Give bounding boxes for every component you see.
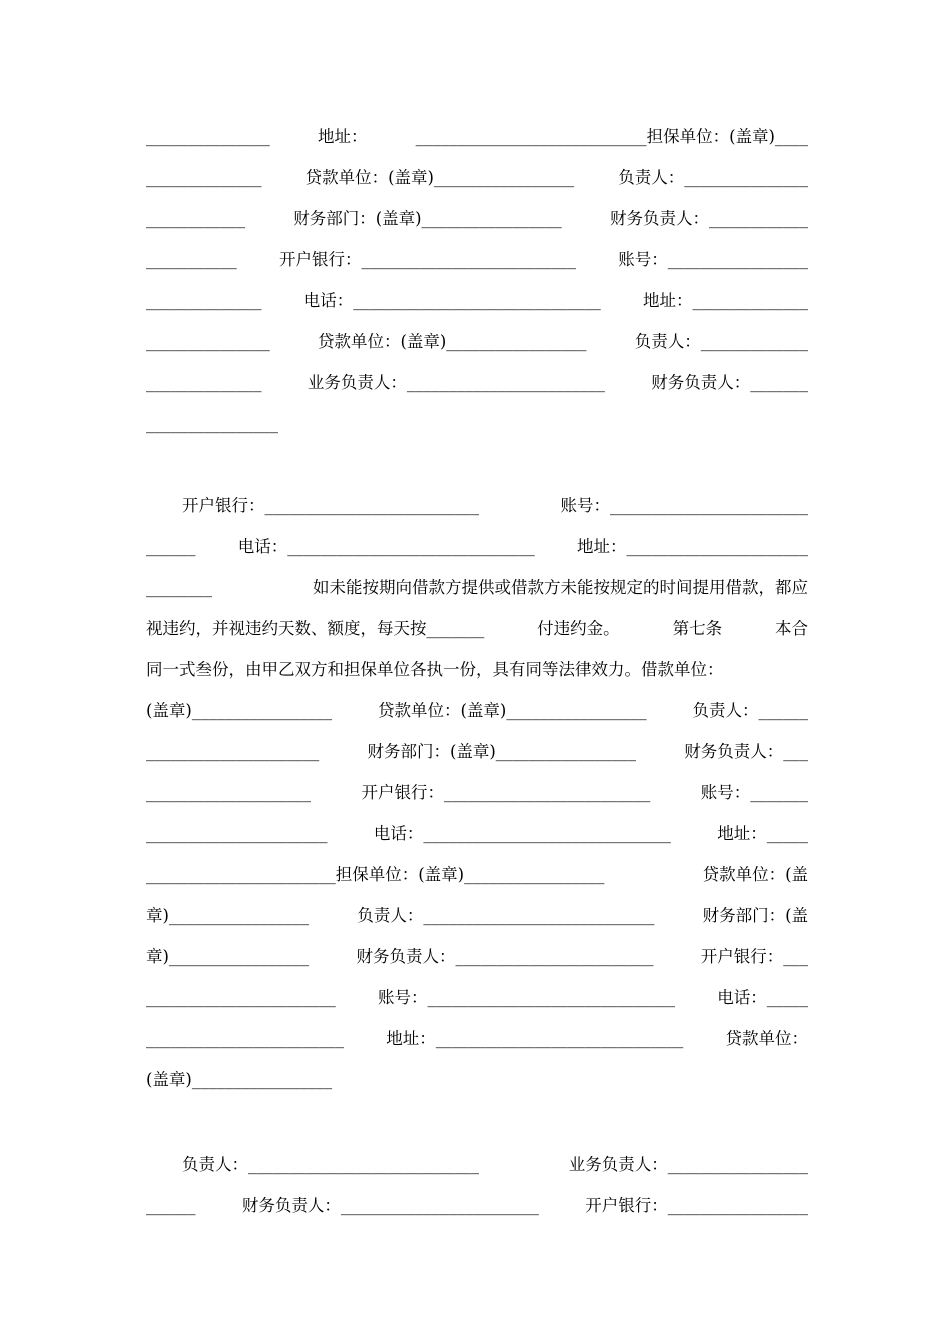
text-segment: _______________ — [146, 127, 270, 146]
text-segment: 第七条 — [672, 619, 723, 638]
text-line — [146, 368, 808, 398]
text-segment: ______________ — [146, 168, 262, 187]
text-segment: 电话：______________________________ — [303, 291, 601, 310]
text-segment: 财务部门：(盖 — [702, 906, 808, 925]
text-line — [146, 122, 808, 152]
text-segment: 负责人：_______________ — [618, 168, 808, 187]
text-line — [182, 1150, 808, 1180]
text-line — [146, 204, 808, 234]
text-segment: 贷款单位：(盖章)_________________ — [305, 168, 575, 187]
text-segment: 账号：_______ — [700, 783, 808, 802]
text-line — [146, 1065, 808, 1095]
text-segment: ____________________ — [146, 783, 311, 802]
text-segment: 账号：_________________ — [618, 250, 808, 269]
text-line — [146, 573, 808, 603]
text-line — [146, 245, 808, 275]
text-segment: ______ — [146, 1196, 196, 1215]
text-segment: 章)_________________ — [146, 947, 310, 966]
text-segment: 财务负责人：_______ — [651, 373, 808, 392]
text-segment: ________ — [146, 578, 212, 597]
text-line — [146, 409, 808, 439]
text-segment: 负责人：______ — [692, 701, 808, 720]
text-segment: 开户银行：___ — [700, 947, 808, 966]
text-segment: ______________ — [146, 373, 262, 392]
text-segment: 贷款单位： — [725, 1029, 808, 1048]
text-segment: 开户银行：_________________ — [585, 1196, 808, 1215]
text-segment: (盖章)_________________ — [146, 701, 333, 720]
text-segment: 付违约金。 — [537, 619, 620, 638]
text-segment: 电话：______________________________ — [373, 824, 671, 843]
text-line — [146, 778, 808, 808]
text-segment: 负责人：____________________________ — [182, 1155, 479, 1174]
text-segment: 电话：______________________________ — [237, 537, 535, 556]
text-segment: ____________________________担保单位：(盖章)____ — [415, 127, 808, 146]
text-line — [146, 614, 808, 644]
text-segment: ___________ — [146, 250, 237, 269]
text-segment: (盖章)_________________ — [146, 1070, 333, 1089]
text-line — [146, 860, 808, 890]
text-segment: 贷款单位：(盖章)_________________ — [378, 701, 647, 720]
text-line — [146, 696, 808, 726]
text-segment: ______ — [146, 537, 196, 556]
text-segment: 地址：______________________________ — [386, 1029, 684, 1048]
text-segment: 本合 — [774, 619, 808, 638]
text-segment: 地址：______________ — [643, 291, 808, 310]
text-segment: 财务负责人：________________________ — [241, 1196, 539, 1215]
text-segment: _______________________ — [146, 988, 336, 1007]
text-segment: 贷款单位：(盖章)_________________ — [317, 332, 587, 351]
text-segment: 同一式叁份，由甲乙双方和担保单位各执一份，具有同等法律效力。借款单位： — [146, 660, 724, 679]
text-segment: 开户银行：__________________________ — [182, 496, 479, 515]
text-segment: 章)_________________ — [146, 906, 310, 925]
text-line — [146, 942, 808, 972]
text-segment: 开户银行：_________________________ — [361, 783, 651, 802]
text-segment: 业务负责人：_________________ — [568, 1155, 808, 1174]
text-line — [146, 163, 808, 193]
text-segment: _______________ — [146, 332, 270, 351]
text-line — [146, 655, 808, 685]
text-line — [182, 491, 808, 521]
text-segment: 开户银行：__________________________ — [279, 250, 576, 269]
text-segment: 财务负责人：____________ — [610, 209, 808, 228]
text-segment: 业务负责人：________________________ — [307, 373, 605, 392]
text-line — [146, 1024, 808, 1054]
text-segment: 地址：_____ — [717, 824, 808, 843]
text-segment: 财务负责人：___ — [684, 742, 808, 761]
text-line — [146, 737, 808, 767]
text-line — [146, 327, 808, 357]
text-segment: 财务负责人：________________________ — [356, 947, 654, 966]
text-line — [146, 983, 808, 1013]
text-segment: 地址： — [317, 127, 368, 146]
text-segment: 财务部门：(盖章)_________________ — [293, 209, 562, 228]
text-line — [146, 1191, 808, 1221]
text-segment: 负责人：_____________ — [634, 332, 808, 351]
text-segment: 账号：________________________ — [560, 496, 808, 515]
text-segment: ____________ — [146, 209, 245, 228]
text-segment: 账号：______________________________ — [378, 988, 675, 1007]
text-segment: ______________ — [146, 291, 262, 310]
text-segment: 电话：_____ — [717, 988, 808, 1007]
text-segment: ________________________ — [146, 1029, 344, 1048]
text-segment: _______________________担保单位：(盖章)_________________ — [146, 865, 605, 884]
text-segment: 视违约，并视违约天数、额度，每天按_______ — [146, 619, 485, 638]
text-line — [146, 532, 808, 562]
text-segment: 财务部门：(盖章)_________________ — [367, 742, 637, 761]
text-segment: ______________________ — [146, 824, 328, 843]
text-line — [146, 286, 808, 316]
text-segment: 贷款单位：(盖 — [702, 865, 808, 884]
text-segment: 负责人：____________________________ — [357, 906, 655, 925]
text-segment: 地址：______________________ — [577, 537, 808, 556]
text-line — [146, 901, 808, 931]
text-segment: 如未能按期向借款方提供或借款方未能按规定的时间提用借款，都应 — [313, 578, 808, 597]
text-segment: ________________ — [146, 414, 278, 433]
text-line — [146, 819, 808, 849]
text-segment: _____________________ — [146, 742, 320, 761]
